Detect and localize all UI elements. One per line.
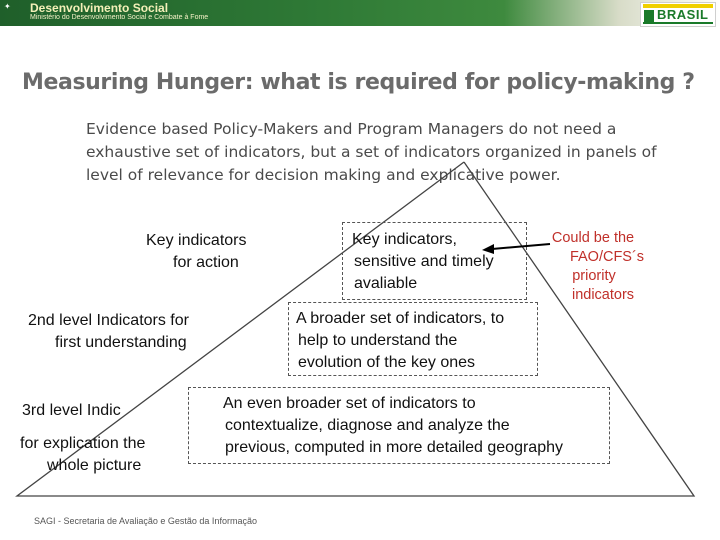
second-box-line2: help to understand the (298, 332, 458, 349)
header-title: Desenvolvimento Social (30, 1, 169, 15)
fao-note-line2: FAO/CFS´s (569, 249, 645, 265)
brasil-logo-text: BRASIL (657, 7, 709, 22)
fao-note-line4: indicators (571, 287, 635, 303)
second-box-line1: A broader set of indicators, to (296, 310, 505, 327)
slide-title: Measuring Hunger: what is required for policy-making ? (22, 70, 695, 95)
key-indicators-box (342, 222, 527, 300)
third-left-line1: 3rd level Indic (22, 402, 121, 419)
second-left-line2: first understanding (55, 334, 187, 351)
intro-paragraph: Evidence based Policy-Makers and Program Managers do not need a exhaustive set of indicators, but a set of indicators organized in panels of level of relevance for decision making and explicative power. (86, 120, 657, 184)
second-box-line3: evolution of the key ones (298, 354, 476, 371)
third-left-line3: whole picture (47, 457, 142, 474)
fao-note-line3: priority (572, 268, 616, 284)
third-left-line2: for explication the (20, 435, 146, 452)
star-icon: ✦ (4, 2, 11, 11)
second-left-line1: 2nd level Indicators for (28, 312, 189, 329)
key-left-line2: for action (173, 254, 239, 271)
second-level-box (288, 302, 538, 376)
third-level-box (188, 387, 610, 464)
key-box-line2: sensitive and timely (354, 253, 494, 270)
key-box-line1: Key indicators, (352, 231, 457, 248)
third-box-line1: An even broader set of indicators to (223, 395, 476, 412)
key-box-line3: avaliable (354, 275, 418, 292)
footer-text: SAGI - Secretaria de Avaliação e Gestão da Informação (34, 516, 257, 526)
third-box-line3: previous, computed in more detailed geography (225, 439, 563, 456)
fao-note-line1: Could be the (551, 230, 635, 246)
key-left-line1: Key indicators (146, 232, 247, 249)
third-box-line2: contextualize, diagnose and analyze the (225, 417, 510, 434)
header-subtitle: Ministério do Desenvolvimento Social e Combate à Fome (30, 14, 209, 21)
